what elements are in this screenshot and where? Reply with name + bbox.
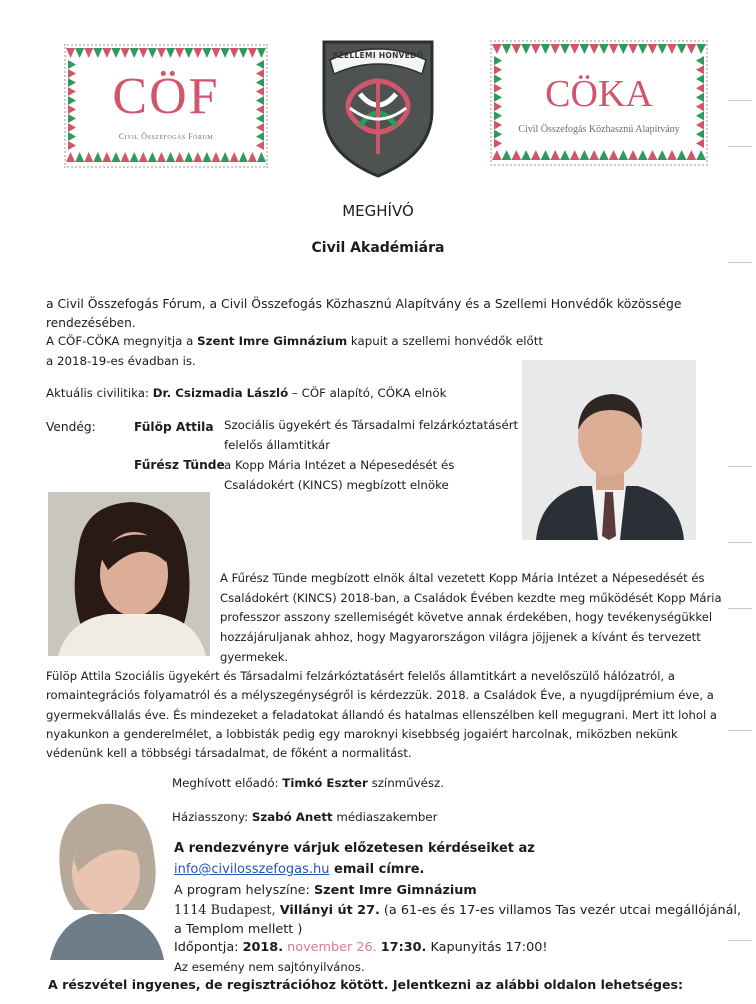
guest-2-role-line-1: a Kopp Mária Intézet a Népesedését és	[224, 458, 455, 472]
tricolor-triangle	[511, 150, 521, 160]
press-notice: Az esemény nem sajtónyilvános.	[174, 960, 365, 974]
intro-line-3-post: kapuit a szellemi honvédők előtt	[347, 334, 544, 348]
tricolor-triangle	[166, 152, 175, 162]
tricolor-triangle	[221, 152, 230, 162]
cof-logo	[64, 44, 268, 168]
guest-2-name: Fűrész Tünde	[134, 458, 225, 472]
tricolor-triangle	[130, 152, 139, 162]
intro-line-3-pre: A CÖF-CÖKA megnyitja a	[46, 334, 198, 348]
date-line	[174, 939, 548, 957]
tricolor-triangle	[550, 44, 560, 54]
tricolor-triangle	[157, 48, 166, 58]
tricolor-triangle	[202, 152, 211, 162]
tricolor-triangle	[111, 48, 120, 58]
tricolor-triangle	[248, 48, 257, 58]
host-label: Háziasszony:	[172, 810, 252, 824]
tricolor-triangle	[139, 48, 148, 58]
tricolor-triangle	[256, 141, 264, 150]
tricolor-triangle	[628, 44, 638, 54]
szellemi-honvedo-logo	[316, 30, 440, 180]
tricolor-triangle	[599, 44, 609, 54]
tricolor-triangle	[68, 141, 76, 150]
tricolor-triangle	[239, 152, 248, 162]
guest-label: Vendég:	[46, 420, 96, 434]
tricolor-triangle	[211, 48, 220, 58]
intro-line-1: a Civil Összefogás Fórum, a Civil Összefogás Közhasznú Alapítvány és a Szellemi Honvédők közössége	[46, 296, 682, 311]
venue-line	[174, 882, 477, 900]
host-line	[172, 808, 437, 826]
tricolor-triangle	[130, 48, 139, 58]
tricolor-triangle	[657, 150, 667, 160]
tricolor-triangle	[550, 150, 560, 160]
venue-name: Szent Imre Gimnázium	[313, 883, 477, 898]
tricolor-triangle	[618, 44, 628, 54]
edge-mark	[728, 730, 752, 731]
photo-timko-eszter	[44, 780, 166, 960]
tricolor-triangle	[492, 44, 502, 54]
tricolor-triangle	[667, 150, 677, 160]
edge-mark	[728, 146, 752, 147]
tricolor-triangle	[239, 48, 248, 58]
tricolor-triangle	[175, 152, 184, 162]
questions-line-2-suffix: email címre.	[329, 862, 425, 877]
date-month-day: november 26.	[287, 940, 377, 955]
tricolor-triangle	[102, 48, 111, 58]
tricolor-triangle	[502, 44, 512, 54]
tricolor-triangle	[211, 152, 220, 162]
tricolor-triangle	[184, 152, 193, 162]
body-p2-line-4: nyakunkon a genderelmélet, a lobbisták pedig egy maroknyi kisebbség jogaiért harcolnak, miközben nekünk	[46, 727, 678, 741]
tricolor-triangle	[638, 150, 648, 160]
tricolor-triangle	[121, 48, 130, 58]
tricolor-triangle	[121, 152, 130, 162]
tricolor-triangle	[687, 150, 697, 160]
host-name: Szabó Anett	[251, 810, 333, 824]
guest-2-role-line-2: Családokért (KINCS) megbízott elnöke	[224, 478, 449, 492]
tricolor-triangle	[521, 44, 531, 54]
tricolor-triangle	[494, 139, 502, 148]
tricolor-triangle	[599, 150, 609, 160]
photo-fulop-attila	[522, 360, 696, 540]
tricolor-triangle	[492, 150, 502, 160]
contact-email-link[interactable]: info@civilosszefogas.hu	[174, 862, 330, 877]
venue-address-line-1	[174, 902, 741, 920]
tricolor-triangle	[111, 152, 120, 162]
civilitika-label: Aktuális civilitika:	[46, 386, 153, 400]
tricolor-triangle	[696, 139, 704, 148]
tricolor-triangle	[648, 150, 658, 160]
coka-logo-subtitle: Civil Összefogás Közhasznú Alapítvány	[518, 124, 680, 135]
tricolor-triangle	[93, 48, 102, 58]
cof-logo-subtitle: Civil Összefogás Fórum	[118, 132, 214, 141]
date-time: 17:30.	[380, 940, 427, 955]
edge-mark	[728, 542, 752, 543]
body-p1-line-5: gyermekek.	[220, 650, 289, 664]
date-doors: Kapunyitás 17:00!	[426, 940, 548, 955]
guest-1-name: Fülöp Attila	[134, 420, 214, 434]
body-p1-line-1: A Fűrész Tünde megbízott elnök által vezetett Kopp Mária Intézet a Népesedését és	[220, 571, 705, 585]
edge-mark	[728, 940, 752, 941]
tricolor-triangle	[618, 150, 628, 160]
photo-furesz-tunde	[48, 492, 210, 656]
civilitika-line	[46, 384, 446, 402]
tricolor-triangle	[580, 44, 590, 54]
venue-address-pre: 1114 Budapest,	[174, 903, 280, 918]
coka-logo-title: CÖKA	[545, 73, 653, 115]
tricolor-triangle	[687, 44, 697, 54]
edge-mark	[728, 608, 752, 609]
civilitika-role: – CÖF alapító, CÖKA elnök	[288, 386, 447, 400]
tricolor-triangle	[580, 150, 590, 160]
tricolor-triangle	[667, 44, 677, 54]
intro-line-4: a 2018-19-es évadban is.	[46, 354, 196, 368]
tricolor-triangle	[102, 152, 111, 162]
tricolor-triangle	[66, 152, 75, 162]
tricolor-triangle	[248, 152, 257, 162]
edge-mark	[728, 466, 752, 467]
guest-1-role-line-2: felelős államtitkár	[224, 438, 331, 452]
tricolor-triangle	[570, 150, 580, 160]
tricolor-triangle	[589, 150, 599, 160]
tricolor-triangle	[531, 44, 541, 54]
tricolor-triangle	[531, 150, 541, 160]
tricolor-triangle	[696, 56, 704, 65]
venue-label: A program helyszíne:	[174, 883, 314, 898]
questions-line-2	[174, 861, 425, 879]
tricolor-triangle	[494, 56, 502, 65]
body-p1-line-2: Családokért (KINCS) 2018-ban, a Családok Évében kezdte meg működését Kopp Mária	[220, 591, 722, 605]
tricolor-triangle	[221, 48, 230, 58]
invitation-title: MEGHÍVÓ	[342, 202, 414, 220]
tricolor-border-bottom	[66, 152, 266, 162]
tricolor-triangle	[677, 150, 687, 160]
shield-banner-text: SZELLEMI HONVÉDŐ	[332, 51, 424, 60]
cof-logo-title: CÖF	[112, 68, 220, 125]
tricolor-triangle	[257, 48, 266, 58]
tricolor-triangle	[166, 48, 175, 58]
tricolor-triangle	[175, 48, 184, 58]
tricolor-triangle	[696, 150, 706, 160]
tricolor-triangle	[66, 48, 75, 58]
tricolor-border-top	[492, 44, 706, 54]
tricolor-triangle	[628, 150, 638, 160]
tricolor-triangle	[75, 48, 84, 58]
body-p2-line-3: gyermekvállalás éve. És mindezeket a feladatokat állandó és hatalmas ellenszélben kell megugrani. Mert itt lohol a	[46, 708, 717, 722]
body-p1-line-3: professzor asszony szellemiségét követve annak érdekében, hogy tevékenységükkel	[220, 610, 713, 624]
tricolor-border-bottom	[492, 150, 706, 160]
tricolor-triangle	[521, 150, 531, 160]
tricolor-triangle	[157, 152, 166, 162]
tricolor-triangle	[148, 48, 157, 58]
tricolor-triangle	[148, 152, 157, 162]
tricolor-triangle	[93, 152, 102, 162]
body-p2-line-2: romaintegrációs folyamatról és a mélyszegénységről is kérdezzük. 2018. a Családok Éve, a nyugdíjprémium éve, a	[46, 688, 714, 702]
edge-mark	[728, 100, 752, 101]
body-p2-line-5: védenünk kell a többségi társadalmat, de főként a normalitást.	[46, 746, 412, 760]
civilitika-name: Dr. Csizmadia László	[152, 386, 289, 400]
speaker-line	[172, 774, 444, 792]
tricolor-triangle	[560, 44, 570, 54]
tricolor-triangle	[184, 48, 193, 58]
tricolor-triangle	[202, 48, 211, 58]
tricolor-triangle	[139, 152, 148, 162]
body-p2-line-1: Fülöp Attila Szociális ügyekért és Társadalmi felzárkóztatásért felelős államtitkárt a nevelőszülő hálózatról, a	[46, 669, 675, 683]
speaker-suffix: színművész.	[367, 776, 444, 790]
tricolor-triangle	[193, 152, 202, 162]
tricolor-triangle	[257, 152, 266, 162]
tricolor-triangle	[589, 44, 599, 54]
guest-1-role-line-1: Szociális ügyekért és Társadalmi felzárkóztatásért	[224, 418, 519, 432]
body-p1-line-4: hozzájáruljanak ahhoz, hogy Magyarországon világra jöjjenek a kívánt és tervezett	[220, 630, 701, 644]
venue-address-line-2: a Templom mellett )	[174, 922, 303, 937]
intro-line-3	[46, 332, 543, 350]
tricolor-triangle	[570, 44, 580, 54]
host-suffix: médiaszakember	[332, 810, 438, 824]
tricolor-triangle	[230, 152, 239, 162]
tricolor-triangle	[657, 44, 667, 54]
tricolor-triangle	[193, 48, 202, 58]
tricolor-triangle	[84, 152, 93, 162]
venue-address-post: (a 61-es és 17-es villamos Tas vezér utcai megállójánál,	[379, 903, 742, 918]
tricolor-triangle	[230, 48, 239, 58]
tricolor-triangle	[75, 152, 84, 162]
venue-street: Villányi út 27.	[279, 903, 380, 918]
edge-mark	[728, 262, 752, 263]
speaker-label: Meghívott előadó:	[172, 776, 283, 790]
tricolor-triangle	[609, 150, 619, 160]
tricolor-triangle	[560, 150, 570, 160]
questions-line-1: A rendezvényre várjuk előzetesen kérdéseiket az	[174, 841, 535, 856]
intro-venue-name: Szent Imre Gimnázium	[197, 334, 348, 348]
tricolor-triangle	[696, 44, 706, 54]
registration-footer: A részvétel ingyenes, de regisztrációhoz kötött. Jelentkezni az alábbi oldalon lehetséges:	[48, 977, 684, 992]
tricolor-triangle	[638, 44, 648, 54]
tricolor-triangle	[541, 150, 551, 160]
tricolor-triangle	[502, 150, 512, 160]
tricolor-triangle	[84, 48, 93, 58]
tricolor-triangle	[648, 44, 658, 54]
invitation-subtitle: Civil Akadémiára	[311, 240, 445, 256]
speaker-name: Timkó Eszter	[282, 776, 368, 790]
tricolor-border-top	[66, 48, 266, 58]
intro-line-2: rendezésében.	[46, 316, 136, 330]
tricolor-triangle	[541, 44, 551, 54]
tricolor-triangle	[511, 44, 521, 54]
date-label: Időpontja:	[174, 940, 243, 955]
date-year: 2018.	[242, 940, 284, 955]
tricolor-triangle	[609, 44, 619, 54]
tricolor-triangle	[677, 44, 687, 54]
coka-logo	[490, 40, 708, 166]
